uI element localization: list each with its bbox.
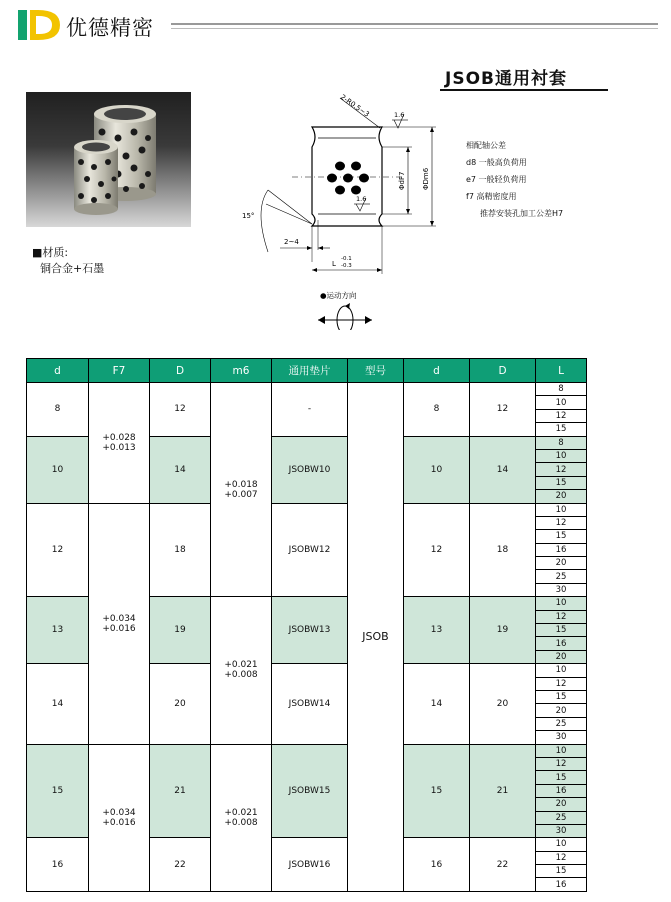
- cell-L: 15: [536, 624, 587, 637]
- cell-L: 8: [536, 383, 587, 396]
- cell-L: 16: [536, 784, 587, 797]
- table-row: [27, 503, 587, 516]
- cell-L: 10: [536, 449, 587, 462]
- cell-m6-tolerance-upper: +0.021: [224, 660, 258, 671]
- cell-L: 12: [536, 677, 587, 690]
- cell-L: 15: [536, 423, 587, 436]
- cell-D2: 20: [470, 664, 536, 744]
- cell-L: 10: [536, 744, 587, 757]
- cell-L: 12: [536, 851, 587, 864]
- cell-m6-tolerance-lower: +0.008: [224, 670, 258, 681]
- cell-L: 25: [536, 570, 587, 583]
- cell-L: 20: [536, 490, 587, 503]
- table-row: [27, 744, 587, 757]
- cell-L: 10: [536, 664, 587, 677]
- header-rule-thin: [171, 28, 658, 29]
- cell-model: JSOB: [348, 383, 404, 892]
- cell-d: 15: [27, 744, 89, 838]
- material-value: 铜合金+石墨: [40, 262, 105, 275]
- cell-L: 20: [536, 704, 587, 717]
- col-header-D: D: [150, 359, 211, 383]
- dim-L-tol-upper: -0.1: [341, 256, 352, 262]
- brand-logo-icon: [18, 10, 62, 40]
- cell-L: 15: [536, 530, 587, 543]
- page-header: [18, 10, 658, 40]
- cell-D: 18: [150, 503, 211, 597]
- cell-D2: 12: [470, 383, 536, 437]
- cell-D: 12: [150, 383, 211, 437]
- cell-m6-tolerance-lower: +0.008: [224, 817, 258, 828]
- cell-L: 15: [536, 865, 587, 878]
- dim-L-tol-lower: -0.3: [341, 263, 352, 269]
- cell-m6-tolerance-lower: +0.007: [224, 489, 258, 500]
- spec-table-body: [27, 383, 587, 892]
- note-line: 相配轴公差: [466, 141, 506, 150]
- col-header-d: d: [27, 359, 89, 383]
- angle-label: 15°: [242, 212, 255, 220]
- motion-direction-label: ●运动方向: [320, 291, 357, 300]
- table-row: [27, 383, 587, 396]
- cell-washer: JSOBW13: [272, 597, 348, 664]
- title-underline: [440, 89, 608, 91]
- product-photo: [26, 92, 191, 227]
- cell-d2: 15: [404, 744, 470, 838]
- col-header-D2: D: [470, 359, 536, 383]
- cell-D2: 14: [470, 436, 536, 503]
- cell-washer: JSOBW12: [272, 503, 348, 597]
- cell-L: 16: [536, 543, 587, 556]
- material-heading: ■材质:: [32, 246, 69, 259]
- cell-f7-tolerance: [89, 503, 150, 744]
- cell-D: 14: [150, 436, 211, 503]
- cell-L: 12: [536, 409, 587, 422]
- product-title: JSOB通用衬套: [445, 69, 567, 89]
- roughness-inner: 1.6: [356, 195, 367, 203]
- dim-L-label: L: [332, 260, 336, 268]
- cell-m6-tolerance: [211, 383, 272, 597]
- cell-L: 30: [536, 583, 587, 596]
- cell-m6-tolerance: [211, 597, 272, 744]
- cell-L: 20: [536, 557, 587, 570]
- chamfer-label: 2-R0.5~3: [338, 93, 371, 119]
- dim-outer-label: ΦDm6: [422, 167, 430, 190]
- note-line: d8 一般高负荷用: [466, 158, 527, 167]
- brand-name: 优德精密: [66, 16, 154, 40]
- cell-D: 22: [150, 838, 211, 892]
- cell-L: 10: [536, 597, 587, 610]
- col-header-washer: 通用垫片: [272, 359, 348, 383]
- cell-L: 30: [536, 731, 587, 744]
- cell-m6-tolerance-upper: +0.021: [224, 807, 258, 818]
- cell-d: 12: [27, 503, 89, 597]
- cell-f7-tolerance-lower: +0.016: [102, 623, 136, 634]
- note-line: 推荐安装孔加工公差H7: [480, 209, 564, 218]
- note-line: f7 高精密度用: [466, 192, 517, 201]
- cell-L: 25: [536, 811, 587, 824]
- cell-L: 10: [536, 503, 587, 516]
- cell-d: 13: [27, 597, 89, 664]
- cell-L: 15: [536, 690, 587, 703]
- cell-L: 25: [536, 717, 587, 730]
- cell-d: 16: [27, 838, 89, 892]
- cell-f7-tolerance-lower: +0.013: [102, 442, 136, 453]
- cell-L: 12: [536, 610, 587, 623]
- dim-2-4-label: 2~4: [284, 238, 299, 246]
- cell-m6-tolerance: [211, 744, 272, 891]
- cell-washer: JSOBW14: [272, 664, 348, 744]
- cell-washer: JSOBW15: [272, 744, 348, 838]
- cell-washer: -: [272, 383, 348, 437]
- cell-L: 16: [536, 878, 587, 891]
- note-line: e7 一般轻负荷用: [466, 175, 527, 184]
- header-rule: [171, 23, 658, 25]
- cell-D2: 21: [470, 744, 536, 838]
- cell-d2: 16: [404, 838, 470, 892]
- cell-d: 14: [27, 664, 89, 744]
- cell-L: 10: [536, 838, 587, 851]
- shaft-tolerance-notes: [466, 137, 563, 222]
- roughness-top: 1.6: [394, 111, 405, 119]
- spec-table: [26, 358, 587, 892]
- cell-f7-tolerance-upper: +0.034: [102, 807, 136, 818]
- col-header-d2: d: [404, 359, 470, 383]
- cell-f7-tolerance-upper: +0.034: [102, 613, 136, 624]
- cell-d2: 12: [404, 503, 470, 597]
- cell-d: 8: [27, 383, 89, 437]
- cell-f7-tolerance: [89, 383, 150, 504]
- cell-L: 12: [536, 463, 587, 476]
- cell-D: 19: [150, 597, 211, 664]
- cell-L: 10: [536, 396, 587, 409]
- cell-L: 15: [536, 476, 587, 489]
- col-header-model: 型号: [348, 359, 404, 383]
- cell-m6-tolerance-upper: +0.018: [224, 479, 258, 490]
- cell-L: 20: [536, 798, 587, 811]
- cell-d2: 10: [404, 436, 470, 503]
- cell-d2: 8: [404, 383, 470, 437]
- cell-L: 8: [536, 436, 587, 449]
- cell-washer: JSOBW16: [272, 838, 348, 892]
- table-header-row: [27, 359, 587, 383]
- cell-D: 20: [150, 664, 211, 744]
- cell-D2: 22: [470, 838, 536, 892]
- technical-drawing: [232, 90, 452, 330]
- cell-L: 30: [536, 824, 587, 837]
- cell-f7-tolerance-upper: +0.028: [102, 432, 136, 443]
- cell-D: 21: [150, 744, 211, 838]
- cell-L: 16: [536, 637, 587, 650]
- cell-d2: 13: [404, 597, 470, 664]
- cell-D2: 19: [470, 597, 536, 664]
- col-header-L: L: [536, 359, 587, 383]
- cell-d2: 14: [404, 664, 470, 744]
- cell-L: 12: [536, 516, 587, 529]
- cell-d: 10: [27, 436, 89, 503]
- cell-f7-tolerance: [89, 744, 150, 891]
- col-header-f7: F7: [89, 359, 150, 383]
- col-header-m6: m6: [211, 359, 272, 383]
- dim-inner-label: ΦdF7: [398, 171, 406, 190]
- cell-D2: 18: [470, 503, 536, 597]
- cell-washer: JSOBW10: [272, 436, 348, 503]
- cell-L: 20: [536, 650, 587, 663]
- motion-arrows-icon: [318, 303, 372, 330]
- cell-L: 15: [536, 771, 587, 784]
- cell-L: 12: [536, 757, 587, 770]
- cell-f7-tolerance-lower: +0.016: [102, 817, 136, 828]
